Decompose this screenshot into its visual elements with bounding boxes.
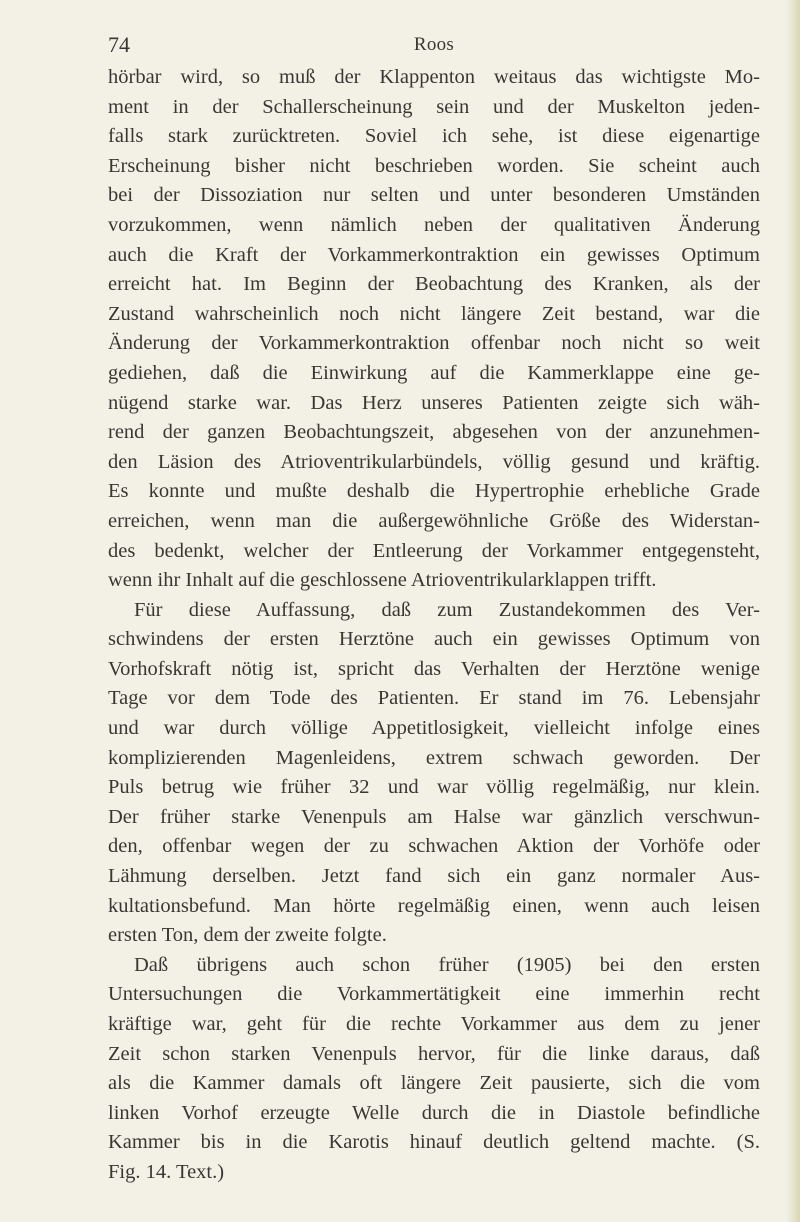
text-line: Erscheinung bisher nicht beschrieben worden. Sie scheint auch	[108, 154, 760, 177]
text-line: erreicht hat. Im Beginn der Beobachtung des Kranken, als der	[108, 273, 760, 296]
text-line: Puls betrug wie früher 32 und war völlig regelmäßig, nur klein.	[108, 776, 760, 799]
text-line: Kammer bis in die Karotis hinauf deutlich geltend machte. (S.	[108, 1131, 760, 1154]
page-number: 74	[108, 32, 130, 57]
text-line: Untersuchungen die Vorkammertätigkeit eine immerhin recht	[108, 983, 760, 1006]
text-line: Zustand wahrscheinlich noch nicht längere Zeit bestand, war die	[108, 302, 760, 325]
text-line: ersten Ton, dem der zweite folgte.	[108, 924, 387, 947]
page-edge-shadow	[786, 0, 800, 1222]
text-line: Zeit schon starken Venenpuls hervor, für die linke daraus, daß	[108, 1042, 760, 1065]
text-line: bei der Dissoziation nur selten und unter besonderen Umständen	[108, 184, 760, 207]
text-line: Tage vor dem Tode des Patienten. Er stand im 76. Lebensjahr	[108, 687, 760, 710]
text-line: Vorhofskraft nötig ist, spricht das Verhalten der Herztöne wenige	[108, 657, 760, 680]
text-line: den Läsion des Atrioventrikularbündels, völlig gesund und kräftig.	[108, 450, 760, 473]
text-line: Änderung der Vorkammerkontraktion offenbar noch nicht so weit	[108, 332, 760, 355]
page-header	[108, 32, 760, 60]
text-line: Fig. 14. Text.)	[108, 1160, 225, 1183]
text-line: schwindens der ersten Herztöne auch ein gewisses Optimum von	[108, 628, 760, 651]
text-line: auch die Kraft der Vorkammerkontraktion ein gewisses Optimum	[108, 243, 760, 266]
body-text	[108, 63, 760, 1188]
text-line: Lähmung derselben. Jetzt fand sich ein ganz normaler Aus-	[108, 865, 760, 888]
text-line: Für diese Auffassung, daß zum Zustandekommen des Ver-	[134, 598, 760, 621]
text-line: und war durch völlige Appetitlosigkeit, vielleicht infolge eines	[108, 717, 760, 740]
text-line: des bedenkt, welcher der Entleerung der Vorkammer entgegensteht,	[108, 539, 760, 562]
text-line: gediehen, daß die Einwirkung auf die Kammerklappe eine ge-	[108, 361, 760, 384]
text-line: linken Vorhof erzeugte Welle durch die in Diastole befindliche	[108, 1101, 760, 1124]
text-line: wenn ihr Inhalt auf die geschlossene Atrioventrikularklappen trifft.	[108, 569, 657, 592]
text-line: erreichen, wenn man die außergewöhnliche Größe des Widerstan-	[108, 509, 760, 532]
text-line: rend der ganzen Beobachtungszeit, abgesehen von der anzunehmen-	[108, 421, 760, 444]
text-line: ment in der Schallerscheinung sein und der Muskelton jeden-	[108, 95, 760, 118]
text-line: Der früher starke Venenpuls am Halse war gänzlich verschwun-	[108, 805, 760, 828]
text-line: hörbar wird, so muß der Klappenton weitaus das wichtigste Mo-	[108, 66, 760, 88]
text-line: vorzukommen, wenn nämlich neben der qualitativen Änderung	[108, 213, 760, 236]
text-line: Es konnte und mußte deshalb die Hypertrophie erhebliche Grade	[108, 480, 760, 503]
running-head: Roos	[413, 34, 455, 55]
text-line: als die Kammer damals oft längere Zeit pausierte, sich die vom	[108, 1072, 760, 1095]
text-line: den, offenbar wegen der zu schwachen Aktion der Vorhöfe oder	[108, 835, 760, 858]
text-line: kräftige war, geht für die rechte Vorkammer aus dem zu jener	[108, 1013, 760, 1035]
text-line: Daß übrigens auch schon früher (1905) bei den ersten	[134, 953, 760, 976]
text-line: komplizierenden Magenleidens, extrem schwach geworden. Der	[108, 746, 760, 769]
text-line: falls stark zurücktreten. Soviel ich sehe, ist diese eigenartige	[108, 125, 760, 148]
text-line: kultationsbefund. Man hörte regelmäßig einen, wenn auch leisen	[108, 894, 760, 917]
text-line: nügend starke war. Das Herz unseres Patienten zeigte sich wäh-	[108, 391, 760, 414]
